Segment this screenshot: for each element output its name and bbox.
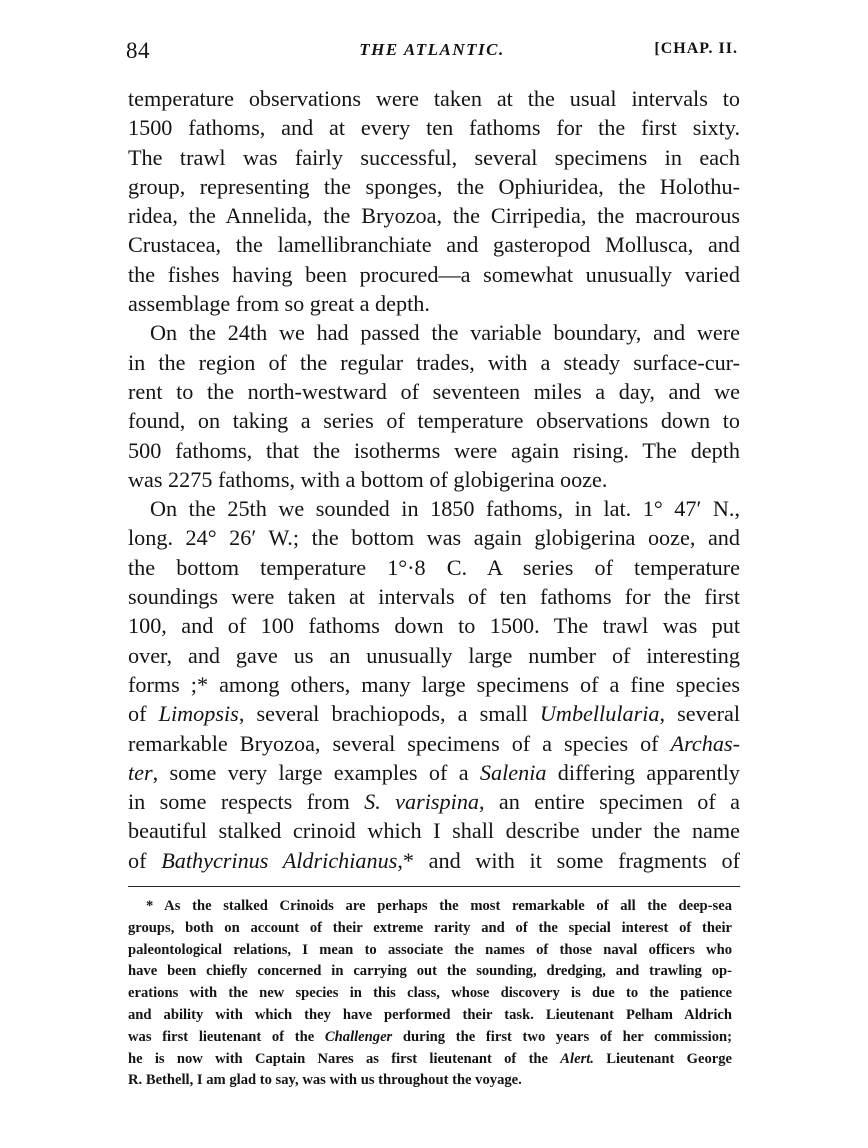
text-run: of <box>128 701 159 727</box>
footnote-line <box>128 1049 732 1071</box>
text-line: over, and gave us an unusually large number of interesting <box>128 642 740 668</box>
text-line: soundings were taken at intervals of ten fathoms for the first <box>128 584 740 610</box>
text-run: Lieutenant George <box>593 1050 732 1067</box>
text-run: was first lieutenant of the <box>128 1028 325 1045</box>
chapter-label: [CHAP. II. <box>654 40 738 57</box>
text-run: he is now with Captain Nares as first lieutenant of the <box>128 1050 561 1067</box>
footnote-line: R. Bethell, I am glad to say, was with us throughout the voyage. <box>128 1072 522 1089</box>
footnote-line: and ability with which they have performed their task. Lieutenant Pelham Aldrich <box>128 1006 732 1023</box>
ship-name-challenger: Challenger <box>324 1028 393 1045</box>
paragraph-2 <box>128 318 740 494</box>
genus-name-archaster: Archas- <box>670 730 740 756</box>
species-name-bathycrinus: Bathycrinus Aldrichianus <box>161 847 398 873</box>
text-line: assemblage from so great a depth. <box>128 291 430 317</box>
text-line: temperature observations were taken at the usual intervals to <box>128 86 740 111</box>
text-line <box>128 787 740 816</box>
text-run: ,* and with it some fragments of <box>397 847 741 873</box>
species-name-varispina: S. varispina <box>364 789 480 815</box>
text-line <box>128 729 740 758</box>
footnote-line: groups, both on account of their extreme rarity and of the special interest of their <box>128 919 732 936</box>
text-run: differing apparently <box>546 759 741 785</box>
text-line: forms ;* among others, many large specimens of a fine species <box>128 671 740 697</box>
footnote-line: erations with the new species in this class, whose discovery is due to the patience <box>128 985 732 1002</box>
footnote-line <box>128 1027 732 1049</box>
text-line <box>128 846 740 875</box>
genus-name-salenia: Salenia <box>479 759 547 785</box>
text-run: in some respects from <box>128 789 365 815</box>
text-run: during the first two years of her commission; <box>392 1028 732 1045</box>
text-line: the fishes having been procured—a somewhat unusually varied <box>128 261 740 287</box>
text-line: found, on taking a series of temperature observations down to <box>128 408 740 434</box>
text-line: long. 24° 26′ W.; the bottom was again globigerina ooze, and <box>128 525 740 551</box>
text-run: , several <box>659 701 741 727</box>
text-line: 1500 fathoms, and at every ten fathoms for the first sixty. <box>128 115 740 141</box>
running-head <box>126 38 738 68</box>
paragraph-1 <box>128 84 740 318</box>
text-line: beautiful stalked crinoid which I shall describe under the name <box>128 818 740 844</box>
text-run: , an entire specimen of a <box>479 789 740 815</box>
footnote-line: * As the stalked Crinoids are perhaps the most remarkable of all the deep-sea <box>146 898 732 914</box>
text-line: On the 24th we had passed the variable boundary, and were <box>150 320 740 346</box>
text-run: , several brachiopods, a small <box>238 701 540 727</box>
text-line: On the 25th we sounded in 1850 fathoms, in lat. 1° 47′ N., <box>150 496 740 522</box>
footnote-line: paleontological relations, I mean to associate the names of those naval officers who <box>128 941 732 958</box>
footnote-divider <box>128 886 740 887</box>
text-run: of <box>128 847 162 873</box>
genus-name-umbellularia: Umbellularia <box>539 701 660 727</box>
ship-name-alert: Alert. <box>560 1050 594 1067</box>
page-number: 84 <box>126 38 150 63</box>
text-line: the bottom temperature 1°·8 C. A series of temperature <box>128 554 740 580</box>
text-line <box>128 699 740 728</box>
footnote <box>128 896 732 1092</box>
text-line: 100, and of 100 fathoms down to 1500. The trawl was put <box>128 613 740 639</box>
text-line: The trawl was fairly successful, several specimens in each <box>128 144 740 170</box>
body-text <box>128 84 740 875</box>
text-line: was 2275 fathoms, with a bottom of globigerina ooze. <box>128 466 608 492</box>
running-title: THE ATLANTIC. <box>359 40 505 59</box>
genus-name-limopsis: Limopsis <box>158 701 239 727</box>
text-line <box>128 758 740 787</box>
footnote-line: have been chiefly concerned in carrying out the sounding, dredging, and trawling op- <box>128 963 732 980</box>
text-line: ridea, the Annelida, the Bryozoa, the Cirripedia, the macrourous <box>128 203 740 229</box>
text-line: Crustacea, the lamellibranchiate and gasteropod Mollusca, and <box>128 232 740 258</box>
text-line: 500 fathoms, that the isotherms were again rising. The depth <box>128 437 740 463</box>
genus-name-archaster-continued: ter <box>128 759 153 785</box>
text-run: , some very large examples of a <box>152 759 480 785</box>
text-line: in the region of the regular trades, with a steady surface-cur- <box>128 349 740 375</box>
paragraph-3 <box>128 494 740 875</box>
text-line: rent to the north-westward of seventeen miles a day, and we <box>128 378 740 404</box>
text-run: remarkable Bryozoa, several specimens of a species of <box>128 730 671 756</box>
text-line: group, representing the sponges, the Ophiuridea, the Holothu- <box>128 173 740 199</box>
